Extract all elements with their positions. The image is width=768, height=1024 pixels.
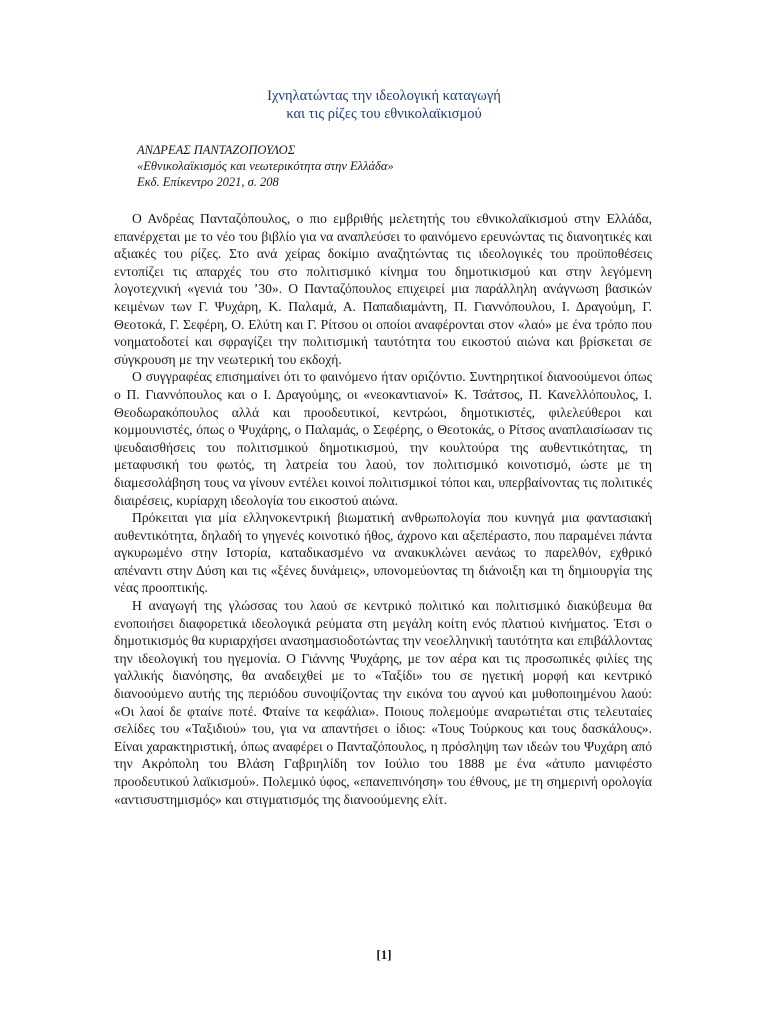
paragraph-1: Ο Ανδρέας Πανταζόπουλος, ο πιο εμβριθής μελετητής του εθνικολαϊκισμού στην Ελλάδα, επανέρχεται με το νέο του βιβλίο για να αναπλεύσει το φαινόμενο ερευνώντας τις διανοητικές και αξιακές του ρίζες. Στο ανά χείρας δοκίμιο αναζητώντας τις ιδεολογικές του προϋποθέσεις εντοπίζει τις απαρχές του στο πολιτισμικό κίνημα του δημοτικισμού και στην λεγόμενη λογοτεχνική «γενιά του ’30». Ο Πανταζόπουλος επιχειρεί μια παράλληλη ανάγνωση βασικών κειμένων των Γ. Ψυχάρη, Κ. Παλαμά, Α. Παπαδιαμάντη, Π. Γιαννόπουλου, Ι. Δραγούμη, Γ. Θεοτοκά, Γ. Σεφέρη, Ο. Ελύτη και Γ. Ρίτσου οι οποίοι αναφέρονται στον «λαό» με ένα τρόπο που νοηματοδοτεί και σφραγίζει την πολιτισμική ταυτότητα του εικοστού αιώνα και βρίσκεται σε σύγκρουση με την νεωτερική του εκδοχή. [114, 211, 652, 367]
article-title [0, 87, 768, 123]
title-line-1: Ιχνηλατώντας την ιδεολογική καταγωγή [267, 88, 501, 104]
book-publisher: Εκδ. Επίκεντρο 2021, σ. 208 [137, 175, 279, 189]
paragraph-4: Η αναγωγή της γλώσσας του λαού σε κεντρικό πολιτικό και πολιτισμικό διακύβευμα θα ενοποιήσει διαφορετικά ιδεολογικά ρεύματα στη μεγάλη κοίτη ενός πλατιού κινήματος. Έτσι ο δημοτικισμός θα κυριαρχήσει ανασημασιοδοτώντας την νεοελληνική ταυτότητα και επιβάλλοντας την ιδεολογική του ηγεμονία. Ο Γιάννης Ψυχάρης, με τον αέρα και τις προσωπικές φιλίες της γαλλικής διανόησης, θα αναδειχθεί με το «Ταξίδι» του σε ηγετική μορφή και κεντρικό διανοούμενο αυτής της περιόδου συνοψίζοντας την εικόνα του αγνού και μυθοποιημένου λαού: «Οι λαοί δε φταίνε ποτέ. Φταίνε τα κεφάλια». Ποιους πολεμούμε αναρωτιέται στις τελευταίες σελίδες του «Ταξιδιού» του, για να απαντήσει ο ίδιος: «Τους Τούρκους και τους δασκάλους». Είναι χαρακτηριστική, όπως αναφέρει ο Πανταζόπουλος, η πρόσληψη των ιδεών του Ψυχάρη από την Ακρόπολη του Βλάση Γαβριηλίδη τον Ιούλιο του 1888 με ένα «άτυπο μανιφέστο προοδευτικού λαϊκισμού». Πολεμικό ύφος, «επανεπινόηση» του έθνους, με τη σημερινή ορολογία «αντισυστημισμός» και στιγματισμός της διανοούμενης ελίτ. [114, 598, 652, 807]
paragraph-3: Πρόκειται για μία ελληνοκεντρική βιωματική ανθρωπολογία που κυνηγά μια φαντασιακή αυθεντικότητα, δηλαδή το γηγενές κοινοτικό ήθος, άχρονο και αξεπέραστο, που παραμένει πάντα αγκυρωμένο στην Ιστορία, καταδικασμένο να ανακυκλώνει αενάως το παρελθόν, εχθρικό απέναντι στην Δύση και τις «ξένες δυνάμεις», υπονομεύοντας τη διάνοιξη και τη δημιουργία της νέας προοπτικής. [114, 510, 652, 596]
book-author: ΑΝΔΡΕΑΣ ΠΑΝΤΑΖΟΠΟΥΛΟΣ [137, 143, 296, 157]
paragraph-2: Ο συγγραφέας επισημαίνει ότι το φαινόμενο ήταν οριζόντιο. Συντηρητικοί διανοούμενοι όπως ο Π. Γιαννόπουλος και ο Ι. Δραγούμης, οι «νεοκαντιανοί» Κ. Τσάτσος, Π. Κανελλόπουλος, Ι. Θεοδωρακόπουλος αλλά και προοδευτικοί, κεντρώοι, δημοτικιστές, φιλελεύθεροι και κομμουνιστές, όπως ο Ψυχάρης, ο Παλαμάς, ο Σεφέρης, ο Θεοτοκάς, ο Ρίτσος αναπλαισίωσαν τις ψευδαισθήσεις του πολιτισμικού δημοτικισμού, την κουλτούρα της αυθεντικότητας, τη μεταφυσική του φωτός, τη λατρεία του λαού, τον πολιτισμικό κοινοτισμό, ώστε με τη διαμεσολάβηση τους να γίνουν εντέλει κοινοί πολιτισμικοί τόποι και, υπερβαίνοντας τις πολιτικές διαιρέσεις, κυρίαρχη ιδεολογία του εικοστού αιώνα. [114, 369, 652, 508]
page-number: [1] [376, 947, 392, 962]
title-line-2: και τις ρίζες του εθνικολαϊκισμού [286, 106, 482, 122]
book-reference [137, 142, 394, 190]
article-body [114, 210, 652, 808]
book-title: «Εθνικολαϊκισμός και νεωτερικότητα στην Ελλάδα» [137, 159, 394, 173]
